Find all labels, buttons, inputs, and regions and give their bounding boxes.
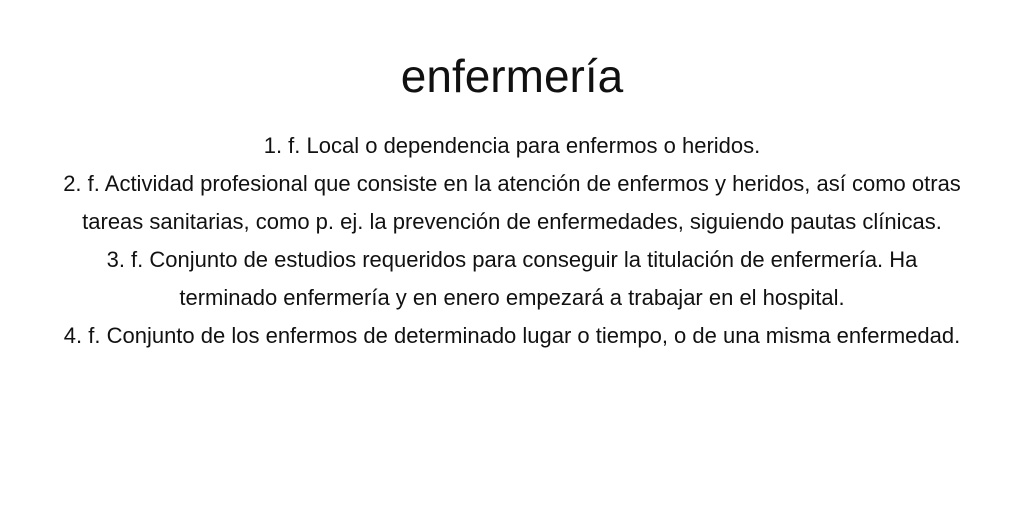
definition-item-1: 1. f. Local o dependencia para enfermos o heridos. [263,133,761,158]
definition-item-3: 3. f. Conjunto de estudios requeridos para conseguir la titulación de enfermería. Ha terminado enfermería y en enero empezará a trabajar en el hospital. [106,247,918,310]
entry-headword: enfermería [400,50,624,102]
definition-item-4: 4. f. Conjunto de los enfermos de determinado lugar o tiempo, o de una misma enfermedad. [63,323,961,348]
definition-list [62,127,962,355]
definition-item-2: 2. f. Actividad profesional que consiste en la atención de enfermos y heridos, así como otras tareas sanitarias, como p. ej. la prevención de enfermedades, siguiendo pautas clínicas. [63,171,961,234]
